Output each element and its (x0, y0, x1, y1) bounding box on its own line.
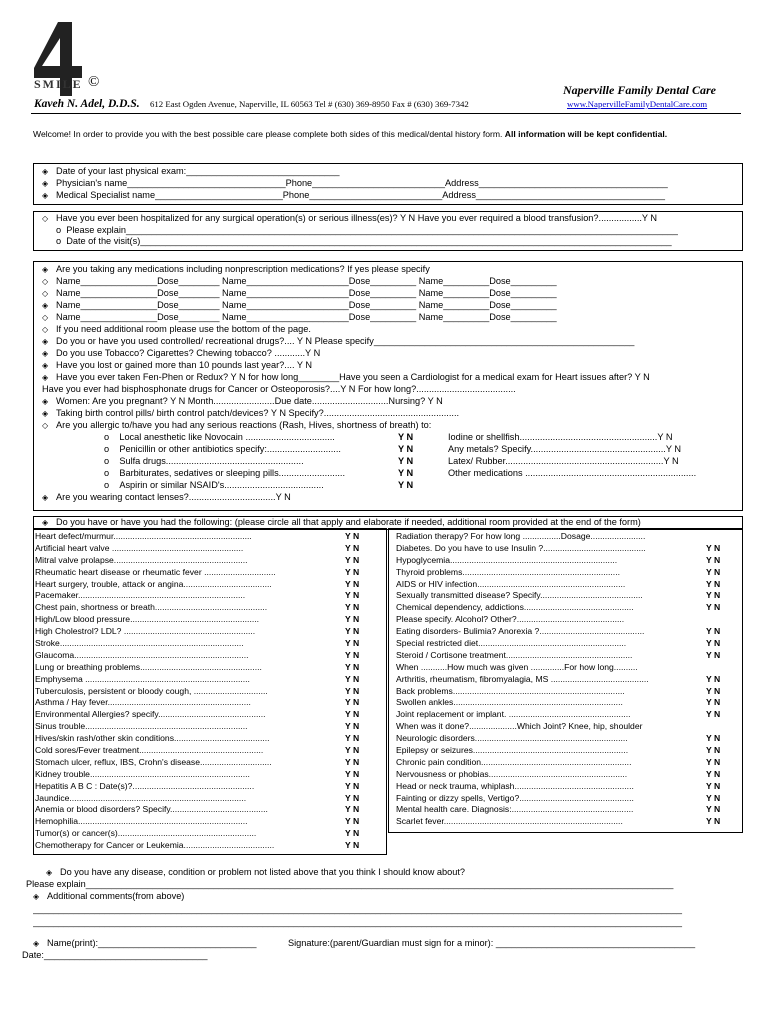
diamond-bullet-icon: ◈ (33, 939, 40, 948)
condition-yes-no[interactable]: Y N (706, 554, 721, 565)
condition-yes-no[interactable]: Y N (706, 816, 721, 827)
allergy-item[interactable]: o Penicillin or other antibiotics specify:............................. (104, 443, 341, 454)
condition-item[interactable]: Head or neck trauma, whiplash.................................................. (396, 780, 634, 791)
allergy-item[interactable]: o Local anesthetic like Novocain ................................... (104, 432, 335, 442)
weight-change-question[interactable]: ◈ Have you lost or gained more than 10 pounds last year?.... Y N (42, 360, 313, 370)
diamond-bullet-icon: ◈ (33, 892, 40, 901)
condition-item[interactable]: Eating disorders- Bulimia? Anorexia ?............................................ (396, 626, 645, 637)
condition-yes-no[interactable]: Y N (345, 661, 360, 672)
condition-yes-no[interactable]: Y N (706, 745, 721, 756)
condition-yes-no[interactable]: Y N (345, 804, 360, 815)
diamond-bullet-icon: ◈ (42, 337, 49, 346)
allergy-item[interactable]: o Barbiturates, sedatives or sleeping pills.......................... (104, 467, 346, 478)
conditions-right-yn (706, 531, 740, 828)
condition-yes-no[interactable]: Y N (706, 733, 721, 744)
condition-item[interactable]: Mental health care. Diagnosis:................................................... (396, 804, 634, 815)
condition-item[interactable]: Environmental Allergies? specify............................................. (35, 709, 266, 720)
tobacco-question[interactable]: ◈ Do you use Tobacco? Cigarettes? Chewing tobacco? ............Y N (42, 348, 321, 358)
condition-item[interactable]: Arthritis, rheumatism, fibromyalagia, MS ......................................... (396, 673, 649, 684)
condition-item[interactable]: Thyroid problems.................................................................. (396, 566, 620, 577)
logo-mark: © (88, 74, 100, 90)
diamond-bullet-icon: ◇ (42, 325, 49, 334)
allergy-left-list (104, 432, 394, 491)
condition-item[interactable]: Chronic pain condition............................................................... (396, 756, 632, 767)
bisphosphonate-question[interactable]: Have you ever had bisphosphonate drugs for Cancer or Osteoporosis?....Y N For how long?....................................... (42, 384, 516, 394)
condition-yes-no[interactable]: Y N (345, 531, 360, 541)
condition-yes-no[interactable]: Y N (706, 638, 721, 649)
condition-item[interactable]: Swollen ankles....................................................................... (396, 697, 623, 708)
condition-yes-no[interactable]: Y N (345, 733, 360, 744)
condition-yes-no[interactable]: Y N (345, 602, 360, 613)
website-link[interactable]: www.NapervilleFamilyDentalCare.com (567, 99, 708, 109)
condition-item[interactable]: Chest pain, shortness or breath............................................... (35, 602, 268, 613)
diamond-bullet-icon: ◈ (42, 349, 49, 358)
condition-item[interactable]: Jaundice.......................................................................... (35, 792, 247, 803)
conditions-header: ◈ Do you have or have you had the following: (please circle all that apply and elaborate if needed, additional room provided at the end of the form) (42, 517, 641, 527)
condition-item[interactable]: Nervousness or phobias.......................................................... (396, 768, 628, 779)
condition-yes-no[interactable]: Y N (345, 649, 360, 660)
condition-item[interactable]: Please specify. Alcohol? Other?............................................. (396, 614, 625, 625)
diamond-bullet-icon: ◇ (42, 277, 49, 286)
condition-yes-no[interactable] (706, 614, 740, 626)
med-row[interactable]: ◇ Name_______________Dose________ Name____________________Dose_________ Name_________Dose_________ (42, 312, 557, 322)
med-row[interactable]: ◇ Name_______________Dose________ Name____________________Dose_________ Name_________Dose_________ (42, 288, 557, 298)
condition-item[interactable]: Glaucoma......................................................................... (35, 649, 249, 660)
signature-field[interactable]: Signature:(parent/Guardian must sign for a minor): _______________________________________ (288, 938, 696, 948)
practice-name: Naperville Family Dental Care (563, 83, 716, 97)
condition-item[interactable]: Hypoglycemia...................................................................... (396, 554, 618, 565)
other-condition-question: ◈ Do you have any disease, condition or problem not listed above that you think I should know about? (46, 867, 466, 877)
allergy-item[interactable]: o Aspirin or similar NSAID's....................................... (104, 479, 324, 490)
condition-item[interactable]: Radiation therapy? For how long ................Dosage....................... (396, 531, 646, 541)
diamond-bullet-icon: ◈ (42, 373, 49, 382)
condition-item[interactable]: Anemia or blood disorders? Specify......................................... (35, 804, 268, 815)
condition-yes-no[interactable]: Y N (345, 542, 360, 553)
condition-item[interactable]: AIDS or HIV infection.............................................................. (396, 578, 626, 589)
confidential-note: All information will be kept confidential. (504, 129, 668, 139)
condition-yes-no[interactable]: Y N (706, 602, 721, 613)
condition-item[interactable]: Neurologic disorders................................................................ (396, 733, 628, 744)
condition-yes-no[interactable]: Y N (706, 697, 721, 708)
condition-yes-no[interactable]: Y N (706, 756, 721, 767)
med-row[interactable]: ◈ Name_______________Dose________ Name____________________Dose_________ Name_________Dose_________ (42, 300, 557, 310)
condition-yes-no[interactable]: Y N (345, 721, 360, 732)
condition-item[interactable]: When was it done?....................Which Joint? Knee, hip, shoulder (396, 721, 643, 732)
physical-exam-line[interactable]: ◈ Date of your last physical exam:______________________________ (42, 166, 340, 176)
diamond-bullet-icon: ◈ (42, 361, 49, 370)
contact-lenses-question[interactable]: ◈ Are you wearing contact lenses?..................................Y N (42, 492, 291, 502)
condition-item[interactable]: Steroid / Cortisone treatment..................................................... (396, 649, 633, 660)
condition-yes-no[interactable]: Y N (345, 566, 360, 577)
diamond-bullet-icon: ◇ (42, 289, 49, 298)
condition-item[interactable]: Lung or breathing problems................................................... (35, 661, 262, 672)
allergy-item[interactable]: o Sulfa drugs...................................................... (104, 455, 304, 466)
condition-item[interactable]: Cold sores/Fever treatment.................................................... (35, 745, 264, 756)
fen-phen-question[interactable]: ◈ Have you ever taken Fen-Phen or Redux? Y N for how long________Have you seen a Cardiologist for a medical exam for Heart issues after? Y N (42, 372, 650, 382)
condition-item[interactable]: Fainting or dizzy spells, Vertigo?................................................ (396, 792, 634, 803)
condition-yes-no[interactable]: Y N (345, 840, 360, 851)
condition-item[interactable]: Tuberculosis, persistent or bloody cough, ............................... (35, 685, 268, 696)
condition-yes-no[interactable]: Y N (345, 780, 360, 791)
diamond-bullet-icon: ◈ (42, 179, 49, 188)
condition-yes-no[interactable]: Y N (345, 578, 360, 589)
allergy-item[interactable]: Latex/ Rubber..............................................................Y N (448, 455, 679, 466)
condition-yes-no[interactable]: Y N (706, 685, 721, 696)
diamond-bullet-icon: ◇ (42, 214, 49, 223)
condition-yes-no[interactable]: Y N (706, 804, 721, 815)
condition-item[interactable]: Asthma / Hay fever............................................................ (35, 697, 251, 708)
allergy-right-list (448, 432, 738, 480)
logo-text: SMILE (34, 77, 83, 91)
condition-yes-no[interactable]: Y N (345, 828, 360, 839)
pregnancy-question[interactable]: ◈ Women: Are you pregnant? Y N Month........................Due date..............................Nursing? Y N (42, 396, 443, 406)
condition-item[interactable]: Sinus trouble.................................................................... (35, 721, 248, 732)
condition-yes-no[interactable]: Y N (706, 649, 721, 660)
diamond-bullet-icon: ◇ (42, 421, 49, 430)
condition-item[interactable]: Hives/skin rash/other skin conditions........................................ (35, 733, 270, 744)
hospitalized-question[interactable]: ◇ Have you ever been hospitalized for any surgical operation(s) or serious illness(es)? Y N Have you ever required a blood transfusion?.................Y N (42, 213, 658, 223)
condition-item[interactable]: Sexually transmitted disease? Specify........................................... (396, 590, 643, 601)
condition-item[interactable]: Chemical dependency, addictions.............................................. (396, 602, 634, 613)
diamond-bullet-icon: ◇ (42, 313, 49, 322)
condition-yes-no[interactable] (706, 662, 740, 674)
recreational-drugs-question[interactable]: ◈ Do you or have you used controlled/ recreational drugs?.... Y N Please specify___________________________________________________ (42, 336, 635, 346)
allergy-item[interactable]: Iodine or shellfish......................................................Y N (448, 432, 673, 442)
additional-comments-label: ◈ Additional comments(from above) (33, 891, 185, 901)
condition-yes-no[interactable]: Y N (345, 590, 360, 601)
comment-line[interactable]: _______________________________________________________________________________________________________________________________ (33, 904, 682, 914)
condition-item[interactable]: Epilepsy or seizures................................................................. (396, 745, 629, 756)
condition-yes-no[interactable]: Y N (706, 578, 721, 589)
please-explain-line[interactable]: Please explain___________________________________________________________________________________________________________________ (26, 879, 674, 889)
condition-yes-no[interactable]: Y N (345, 745, 360, 756)
condition-yes-no[interactable]: Y N (345, 792, 360, 803)
conditions-left-yn (345, 531, 383, 852)
condition-item[interactable]: High Cholestrol? LDL? ....................................................... (35, 626, 256, 637)
condition-item[interactable]: Kidney trouble................................................................... (35, 768, 250, 779)
allergy-item[interactable]: Other medications ................................................................... (448, 467, 697, 478)
specialist-line[interactable]: ◈ Medical Specialist name_________________________Phone__________________________Address_____________________________________ (42, 190, 665, 200)
condition-yes-no[interactable]: Y N (345, 554, 360, 565)
condition-yes-no[interactable]: Y N (706, 768, 721, 779)
diamond-bullet-icon: ◈ (42, 265, 49, 274)
condition-yes-no[interactable]: Y N (345, 685, 360, 696)
condition-yes-no[interactable]: Y N (345, 614, 360, 625)
diamond-bullet-icon: ◈ (42, 301, 49, 310)
condition-yes-no[interactable]: Y N (345, 697, 360, 708)
medications-question: ◈ Are you taking any medications including nonprescription medications? If yes please specify (42, 264, 430, 274)
conditions-right-list (396, 531, 708, 828)
diamond-bullet-icon: ◈ (42, 191, 49, 200)
condition-item[interactable]: Scarlet fever........................................................................... (396, 816, 623, 827)
condition-item[interactable]: When ...........How much was given ..............For how long.......... (396, 661, 638, 672)
date-field[interactable]: Date:________________________________ (22, 950, 208, 960)
condition-yes-no[interactable] (706, 531, 740, 543)
condition-item[interactable]: Heart defect/murmur.......................................................... (35, 531, 252, 541)
condition-yes-no[interactable]: Y N (706, 566, 721, 577)
condition-item[interactable]: Emphysema ..................................................................... (35, 673, 250, 684)
condition-item[interactable]: Pacemaker...................................................................... (35, 590, 246, 601)
condition-yes-no[interactable]: Y N (345, 638, 360, 649)
birth-control-question[interactable]: ◈ Taking birth control pills/ birth control patch/devices? Y N Specify?..................................................... (42, 408, 460, 418)
name-print-field[interactable]: ◈ Name(print):_______________________________ (33, 938, 257, 948)
conditions-left-list (35, 531, 343, 852)
condition-yes-no[interactable]: Y N (345, 626, 360, 637)
comment-line[interactable]: _______________________________________________________________________________________________________________________________ (33, 917, 682, 927)
condition-item[interactable]: Stroke............................................................................. (35, 638, 244, 649)
condition-item[interactable]: Back problems........................................................................ (396, 685, 625, 696)
condition-yes-no[interactable]: Y N (706, 780, 721, 791)
visit-dates-line[interactable]: o Date of the visit(s)________________________________________________________________________________________________________ (56, 236, 672, 246)
condition-item[interactable]: Hemophilia....................................................................... (35, 816, 248, 827)
practice-address: 612 East Ogden Avenue, Naperville, IL 60563 Tel # (630) 369-8950 Fax # (630) 369-7342 (150, 99, 469, 109)
condition-item[interactable]: Diabetes. Do you have to use Insulin ?........................................... (396, 542, 646, 553)
allergy-question: ◇ Are you allergic to/have you had any serious reactions (Rash, Hives, shortness of breath) to: (42, 420, 432, 430)
condition-item[interactable]: Chemotherapy for Cancer or Leukemia...................................... (35, 840, 275, 851)
med-row[interactable]: ◇ Name_______________Dose________ Name____________________Dose_________ Name_________Dose_________ (42, 276, 557, 286)
condition-item[interactable]: Stomach ulcer, reflux, IBS, Crohn's disease.............................. (35, 756, 272, 767)
condition-yes-no[interactable]: Y N (345, 816, 360, 827)
diamond-bullet-icon: ◈ (42, 167, 49, 176)
welcome-intro: Welcome! In order to provide you with the best possible care please complete both sides of this medical/dental history form. (33, 129, 505, 139)
explain-line[interactable]: o Please explain____________________________________________________________________________________________________________ (56, 225, 678, 235)
condition-item[interactable]: Tumor(s) or cancer(s).......................................................... (35, 828, 257, 839)
condition-yes-no[interactable]: Y N (706, 673, 721, 684)
condition-yes-no[interactable]: Y N (345, 709, 360, 720)
diamond-bullet-icon: ◈ (46, 868, 53, 877)
diamond-bullet-icon: ◈ (42, 518, 49, 527)
allergy-yn-column[interactable]: Y N Y N Y N Y N Y N (398, 432, 414, 490)
welcome-text (33, 128, 738, 140)
condition-item[interactable]: Hepatitis A B C : Date(s)?................................................... (35, 780, 255, 791)
condition-yes-no[interactable]: Y N (345, 673, 360, 684)
condition-yes-no[interactable]: Y N (706, 590, 721, 601)
diamond-bullet-icon: ◈ (42, 409, 49, 418)
allergy-item[interactable]: Any metals? Specify.....................................................Y N (448, 443, 681, 454)
condition-item[interactable]: Artificial heart valve ....................................................... (35, 542, 244, 553)
header-rule (31, 113, 741, 114)
physician-line[interactable]: ◈ Physician's name_______________________________Phone__________________________Address_____________________________________ (42, 178, 668, 188)
condition-yes-no[interactable]: Y N (706, 792, 721, 803)
diamond-bullet-icon: ◈ (42, 493, 49, 502)
condition-yes-no[interactable] (706, 721, 740, 733)
condition-yes-no[interactable]: Y N (706, 626, 721, 637)
condition-item[interactable]: Rheumatic heart disease or rheumatic fever .............................. (35, 566, 276, 577)
condition-yes-no[interactable]: Y N (706, 709, 721, 720)
condition-item[interactable]: High/Low blood pressure...................................................... (35, 614, 259, 625)
condition-item[interactable]: Special restricted diet.............................................................. (396, 638, 627, 649)
condition-yes-no[interactable]: Y N (345, 756, 360, 767)
additional-room-note: ◇ If you need additional room please use the bottom of the page. (42, 324, 311, 334)
condition-yes-no[interactable]: Y N (345, 768, 360, 779)
condition-item[interactable]: Joint replacement or implant. ................................................... (396, 709, 631, 720)
diamond-bullet-icon: ◈ (42, 397, 49, 406)
condition-yes-no[interactable]: Y N (706, 542, 721, 553)
condition-item[interactable]: Heart surgery, trouble, attack or angina..................................... (35, 578, 272, 589)
condition-item[interactable]: Mitral valve prolapse........................................................ (35, 554, 248, 565)
doctor-name: Kaveh N. Adel, D.D.S. (34, 98, 140, 110)
